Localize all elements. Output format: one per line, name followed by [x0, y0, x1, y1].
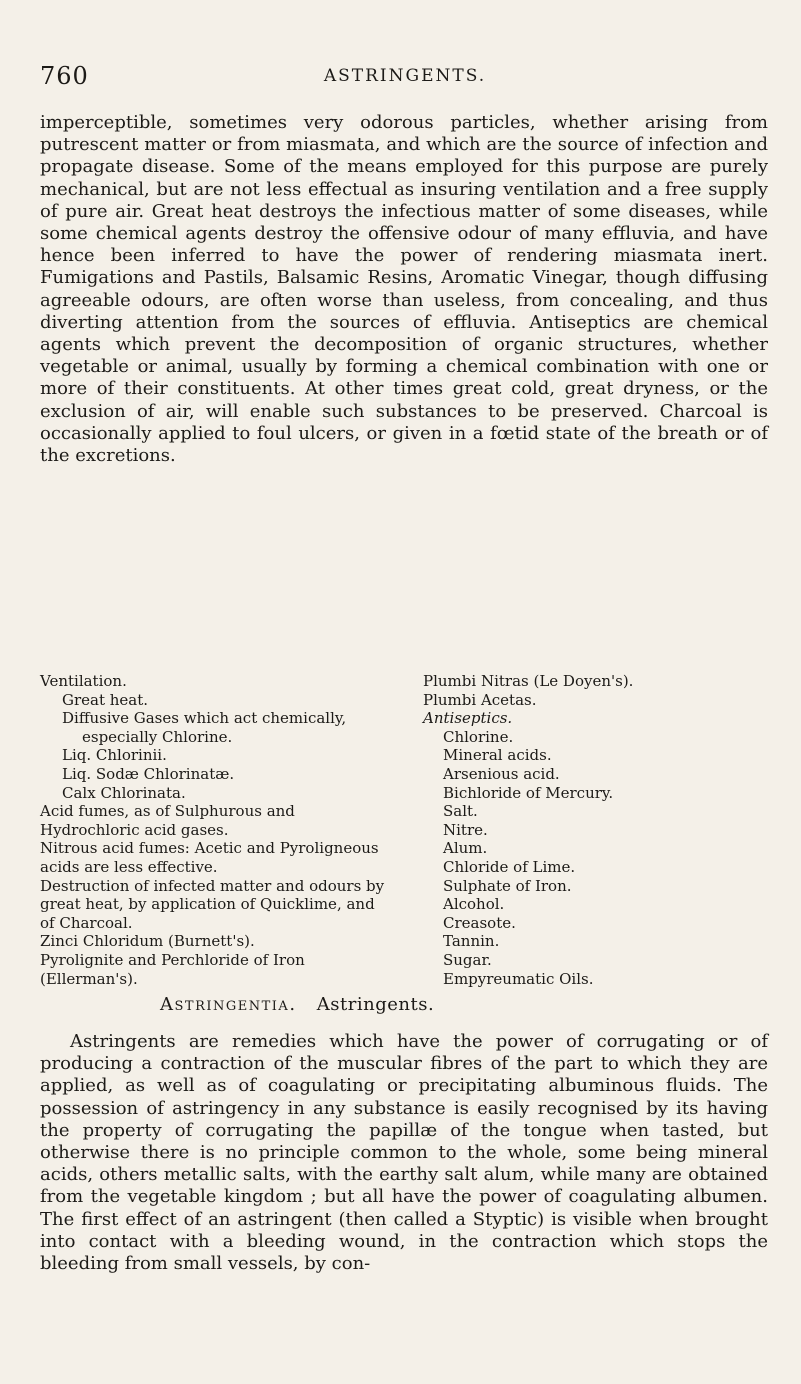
list-item: Plumbi Nitras (Le Doyen's).: [423, 672, 634, 690]
list-item: Chloride of Lime.: [443, 857, 576, 876]
list-item: Zinci Chloridum (Burnett's).: [40, 932, 255, 951]
list-item: Salt.: [443, 802, 478, 821]
list-item: Bichloride of Mercury.: [443, 783, 614, 802]
running-head: ASTRINGENTS.: [323, 66, 487, 86]
section-title-english: Astringents.: [316, 994, 435, 1015]
list-item: Tannin.: [443, 932, 500, 951]
list-item: Acid fumes, as of Sulphurous and Hydrochloric acid gases.: [40, 802, 295, 839]
list-item: Alcohol.: [443, 895, 505, 914]
list-item: Sugar.: [443, 950, 492, 969]
list-item: Mineral acids.: [443, 746, 552, 765]
page-header: [40, 62, 770, 92]
paragraph-astringents: Astringents are remedies which have the power of corrugating or of producing a contraction of the muscular fibres of the part to which they are applied, as well as of coagulating or precipitating albuminous fluids. The possession of astringency in any substance is easily recognised by its having the property of corrugating the papillæ of the tongue when tasted, but otherwise there is no principle common to the whole, some being mineral acids, others metallic salts, with the earthy salt alum, while many are obtained from the vegetable kingdom ; but all have the power of coagulating albumen. The first effect of an astringent (then called a Styptic) is visible when brought into contact with a bleeding wound, in the contraction which stops the bleeding from small vessels, by con-: [40, 1031, 768, 1275]
list-item: Empyreumatic Oils.: [443, 969, 594, 988]
antiseptics-list: [423, 672, 783, 988]
list-item: Diffusive Gases which act chemically, especially Chlorine.: [62, 709, 347, 746]
list-item: Creasote.: [443, 913, 516, 932]
list-item: Destruction of infected matter and odours by great heat, by application of Quicklime, and of Charcoal.: [40, 876, 385, 932]
page-number: 760: [40, 62, 89, 90]
list-item: Nitrous acid fumes: Acetic and Pyroligneous acids are less effective.: [40, 839, 379, 876]
list-item: Sulphate of Iron.: [443, 876, 572, 895]
disinfectants-list: [40, 672, 390, 988]
list-subheading: Antiseptics.: [423, 709, 513, 728]
list-item: Plumbi Acetas.: [423, 690, 537, 709]
list-item: Calx Chlorinata.: [62, 783, 186, 802]
list-item: Liq. Sodæ Chlorinatæ.: [62, 764, 235, 783]
list-item: Liq. Chlorinii.: [62, 746, 167, 765]
list-item: Ventilation.: [40, 672, 127, 690]
list-item: Chlorine.: [443, 727, 514, 746]
list-item: Pyrolignite and Perchloride of Iron (Ellerman's).: [40, 950, 305, 988]
section-title-latin: Astringentia.: [160, 994, 297, 1015]
section-heading: [160, 994, 434, 1015]
paragraph-disinfectants: imperceptible, sometimes very odorous particles, whether arising from putrescent matter or from miasmata, and which are the source of infection and propagate disease. Some of the means employed for this purpose are purely mechanical, but are not less effectual as insuring ventilation and a free supply of pure air. Great heat destroys the infectious matter of some diseases, while some chemical agents destroy the offensive odour of many effluvia, and have hence been inferred to have the power of rendering miasmata inert. Fumigations and Pastils, Balsamic Resins, Aromatic Vinegar, though diffusing agreeable odours, are often worse than useless, from concealing, and thus diverting attention from the sources of effluvia. Antiseptics are chemical agents which prevent the decomposition of organic structures, whether vegetable or animal, usually by forming a chemical combination with one or more of their constituents. At other times great cold, great dryness, or the exclusion of air, will enable such substances to be preserved. Charcoal is occasionally applied to foul ulcers, or given in a fœtid state of the breath or of the excretions.: [40, 112, 768, 467]
list-item: Nitre.: [443, 820, 488, 839]
list-item: Arsenious acid.: [443, 764, 560, 783]
list-item: Great heat.: [62, 690, 149, 709]
remedy-lists: [40, 672, 780, 988]
list-item: Alum.: [443, 839, 488, 858]
